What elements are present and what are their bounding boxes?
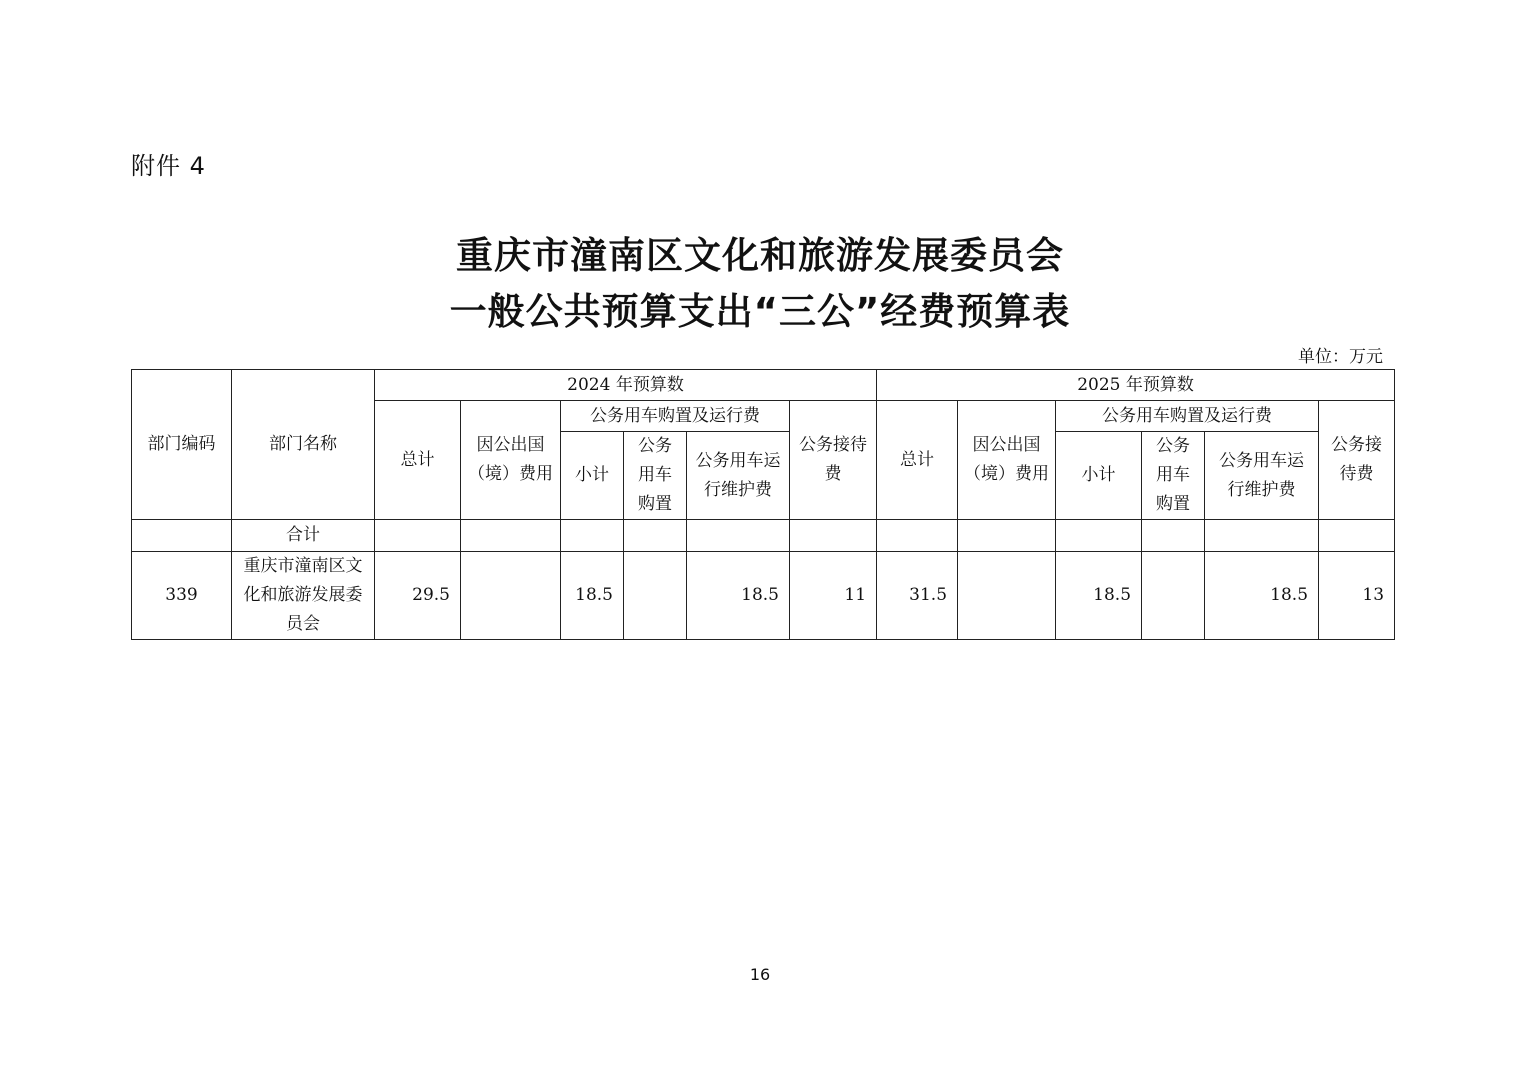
y2024-purchase-cell: [624, 552, 687, 640]
header-2025-abroad: 因公出国（境）费用: [958, 401, 1056, 520]
y2024-maintenance-cell: 18.5: [687, 552, 790, 640]
header-dept-name: 部门名称: [232, 370, 375, 520]
total-cell: [461, 520, 561, 552]
total-cell: [561, 520, 624, 552]
total-row-label: 合计: [232, 520, 375, 552]
header-2025-vehicle-group: 公务用车购置及运行费: [1056, 401, 1319, 432]
y2025-total-cell: 31.5: [877, 552, 958, 640]
y2024-abroad-cell: [461, 552, 561, 640]
header-row-1: [132, 370, 1395, 401]
header-2024-budget: 2024 年预算数: [375, 370, 877, 401]
total-cell: [877, 520, 958, 552]
budget-table: [131, 369, 1395, 640]
dept-name-cell: 重庆市潼南区文化和旅游发展委员会: [232, 552, 375, 640]
header-2025-vehicle-maintenance: 公务用车运行维护费: [1205, 432, 1319, 520]
header-2024-reception: 公务接待费: [790, 401, 877, 520]
y2025-maintenance-cell: 18.5: [1205, 552, 1319, 640]
y2025-abroad-cell: [958, 552, 1056, 640]
header-2024-abroad: 因公出国（境）费用: [461, 401, 561, 520]
header-2025-budget: 2025 年预算数: [877, 370, 1395, 401]
header-2024-total: 总计: [375, 401, 461, 520]
y2024-subtotal-cell: 18.5: [561, 552, 624, 640]
header-2024-vehicle-group: 公务用车购置及运行费: [561, 401, 790, 432]
header-2025-vehicle-purchase: 公务用车购置: [1142, 432, 1205, 520]
header-2024-vehicle-purchase: 公务用车购置: [624, 432, 687, 520]
unit-label: 单位：万元: [1298, 347, 1383, 367]
document-title: [0, 228, 1520, 340]
y2025-purchase-cell: [1142, 552, 1205, 640]
y2024-total-cell: 29.5: [375, 552, 461, 640]
total-cell: [1205, 520, 1319, 552]
header-2025-subtotal: 小计: [1056, 432, 1142, 520]
table-row: [132, 552, 1395, 640]
total-cell: [1319, 520, 1395, 552]
header-2024-subtotal: 小计: [561, 432, 624, 520]
header-dept-code: 部门编码: [132, 370, 232, 520]
header-2024-vehicle-maintenance: 公务用车运行维护费: [687, 432, 790, 520]
header-2025-total: 总计: [877, 401, 958, 520]
title-line-1: 重庆市潼南区文化和旅游发展委员会: [456, 234, 1064, 277]
dept-code-cell: 339: [132, 552, 232, 640]
total-cell: [1056, 520, 1142, 552]
y2024-reception-cell: 11: [790, 552, 877, 640]
total-cell: [958, 520, 1056, 552]
page-number: 16: [749, 965, 771, 984]
total-cell: [375, 520, 461, 552]
title-line-2: 一般公共预算支出“三公”经费预算表: [449, 290, 1071, 333]
header-2025-reception: 公务接待费: [1319, 401, 1395, 520]
y2025-reception-cell: 13: [1319, 552, 1395, 640]
total-cell: [624, 520, 687, 552]
y2025-subtotal-cell: 18.5: [1056, 552, 1142, 640]
total-cell: [790, 520, 877, 552]
total-row: [132, 520, 1395, 552]
total-cell: [1142, 520, 1205, 552]
total-cell: [687, 520, 790, 552]
attachment-label: 附件 4: [131, 152, 206, 180]
total-row-code: [132, 520, 232, 552]
